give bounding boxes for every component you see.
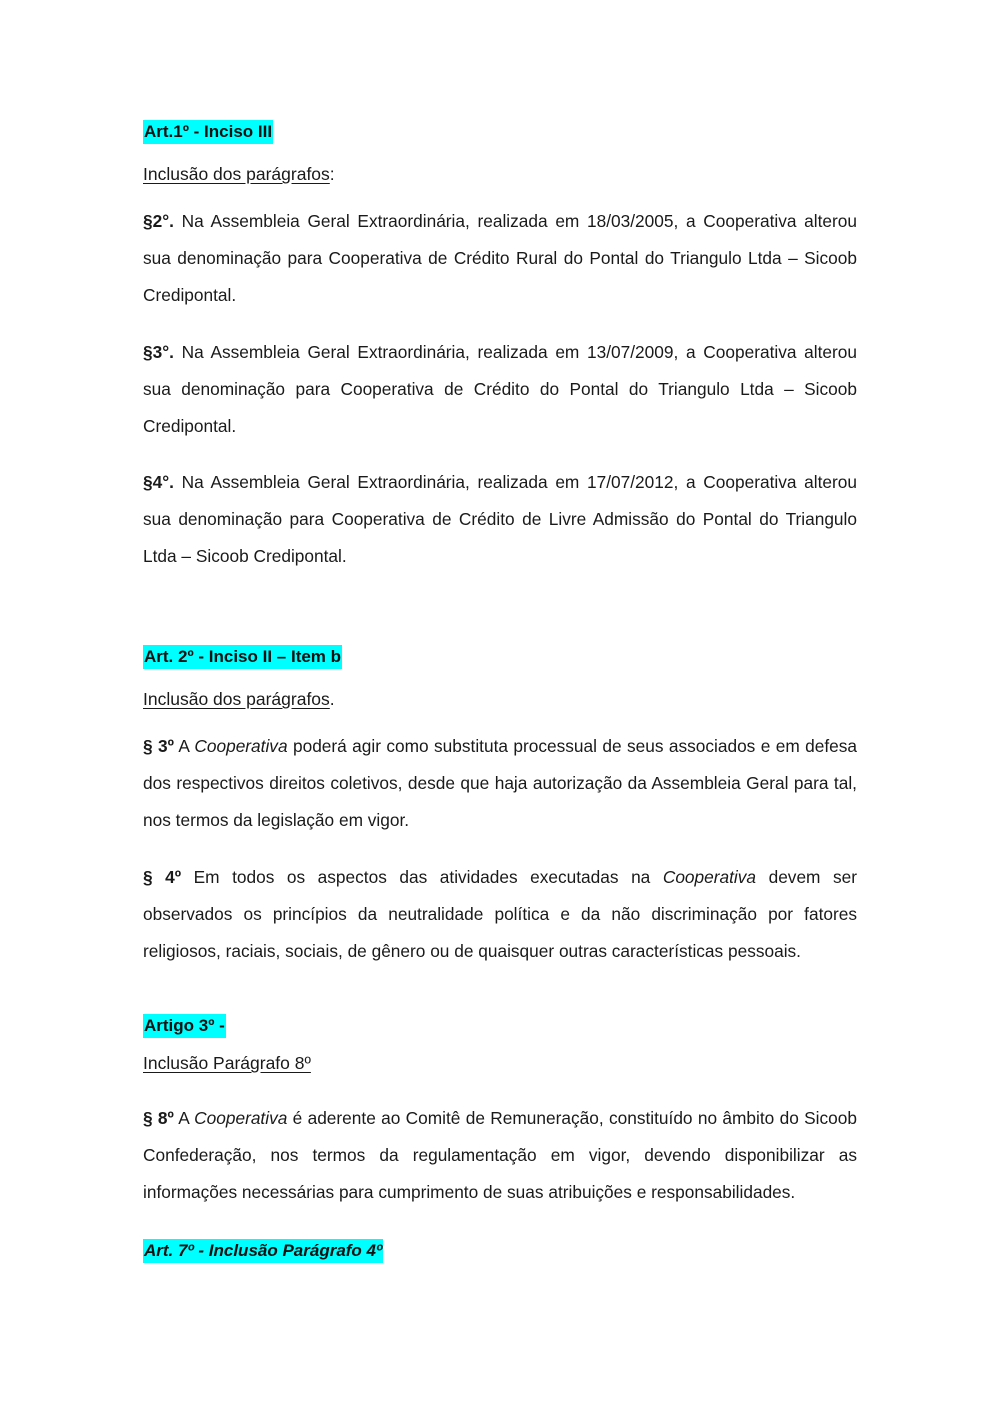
paragraph-mark: §4°.	[143, 472, 174, 492]
paragraph-post: devem ser observados os princípios da neutralidade política e da não discriminação por fatores religiosos, raciais, sociais, de gênero ou de quaisquer outras características pessoais.	[143, 867, 857, 961]
paragraph-mark: § 3º	[143, 736, 174, 756]
subheading-suffix: .	[329, 689, 335, 709]
section-heading	[143, 1239, 857, 1263]
paragraph-text: Na Assembleia Geral Extraordinária, realizada em 13/07/2009, a Cooperativa alterou sua denominação para Cooperativa de Crédito do Pontal do Triangulo Ltda – Sicoob Credipontal.	[143, 342, 857, 436]
paragraph-pre: A	[178, 1108, 189, 1128]
paragraph-mark: § 8º	[143, 1108, 174, 1128]
highlighted-heading: Art.1º - Inciso III	[143, 120, 273, 144]
paragraph-italic: Cooperativa	[662, 867, 757, 887]
paragraph	[143, 203, 857, 314]
paragraph	[143, 728, 857, 839]
paragraph-mark: § 4º	[143, 867, 182, 887]
paragraph-post: é aderente ao Comitê de Remuneração, constituído no âmbito do Sicoob Confederação, nos termos da regulamentação em vigor, devendo disponibilizar as informações necessárias para cumprimento de suas atribuições e responsabilidades.	[143, 1108, 857, 1202]
paragraph	[143, 464, 857, 575]
section-subheading	[143, 687, 857, 711]
subheading-text: Inclusão dos parágrafos	[143, 689, 330, 709]
highlighted-heading: Art. 2º - Inciso II – Item b	[143, 645, 342, 669]
paragraph-pre: A	[178, 736, 189, 756]
paragraph	[143, 1100, 857, 1211]
section-heading	[143, 120, 857, 144]
section-heading	[143, 645, 857, 669]
paragraph	[143, 859, 857, 970]
paragraph	[143, 334, 857, 445]
paragraph-italic: Cooperativa	[194, 736, 288, 756]
paragraph-pre: Em todos os aspectos das atividades executadas na	[193, 867, 651, 887]
subheading-suffix: :	[329, 164, 335, 184]
paragraph-mark: §3°.	[143, 342, 174, 362]
subheading-text: Inclusão dos parágrafos	[143, 164, 330, 184]
highlighted-heading: Art. 7º - Inclusão Parágrafo 4º	[143, 1239, 383, 1263]
paragraph-text: Na Assembleia Geral Extraordinária, realizada em 17/07/2012, a Cooperativa alterou sua denominação para Cooperativa de Crédito de Livre Admissão do Pontal do Triangulo Ltda – Sicoob Credipontal.	[143, 472, 857, 566]
paragraph-post: poderá agir como substituta processual de seus associados e em defesa dos respectivos direitos coletivos, desde que haja autorização da Assembleia Geral para tal, nos termos da legislação em vigor.	[143, 736, 858, 830]
highlighted-heading: Artigo 3º -	[143, 1014, 226, 1038]
section-subheading	[143, 162, 857, 186]
section-subheading	[143, 1051, 857, 1075]
paragraph-text: Na Assembleia Geral Extraordinária, realizada em 18/03/2005, a Cooperativa alterou sua denominação para Cooperativa de Crédito Rural do Pontal do Triangulo Ltda – Sicoob Credipontal.	[143, 211, 857, 305]
section-heading	[143, 1014, 857, 1038]
subheading-text: Inclusão Parágrafo 8º	[143, 1053, 311, 1073]
paragraph-mark: §2°.	[143, 211, 174, 231]
paragraph-italic: Cooperativa	[194, 1108, 288, 1128]
